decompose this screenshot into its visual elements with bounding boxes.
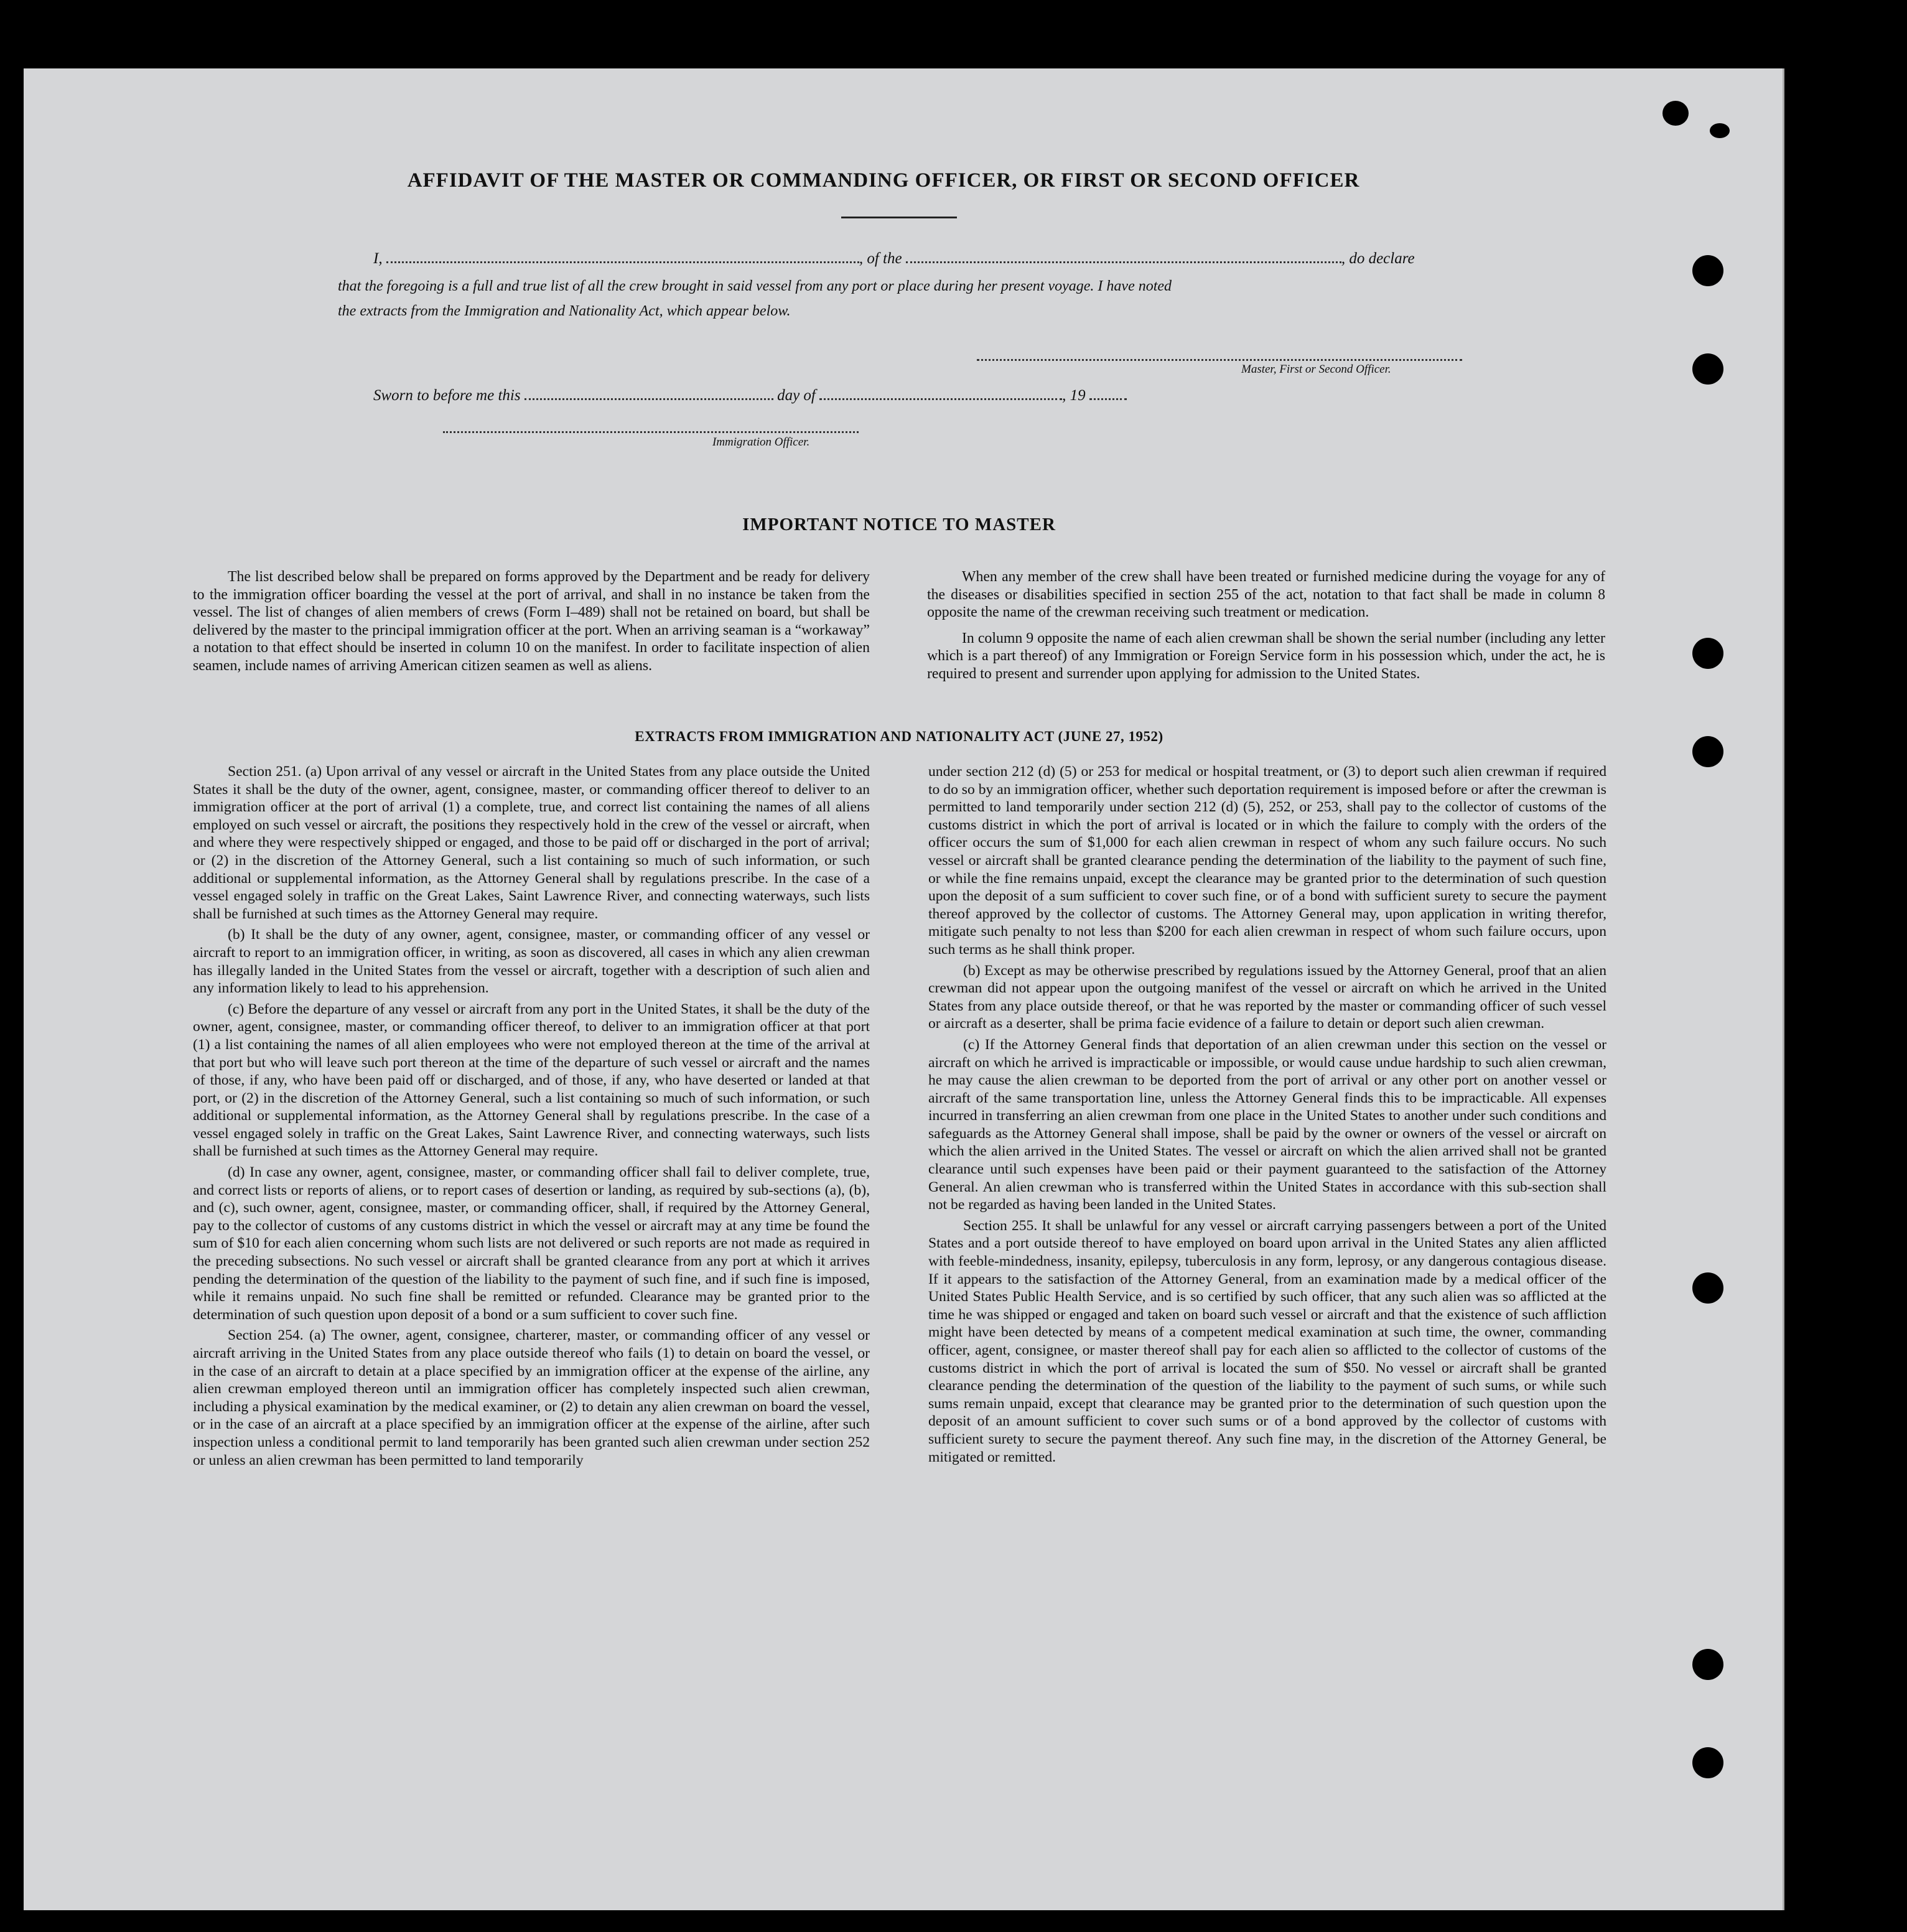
master-caption: Master, First or Second Officer. (1241, 363, 1391, 376)
sworn-date-field[interactable] (525, 385, 773, 400)
section-254-a-continued: under section 212 (d) (5) or 253 for medical or hospital treatment, or (3) to deport such alien crewman if required to do so by an immigration officer, whether such deportation requirement is imposed before or after the crewman is permitted to land temporarily under section 212 (d) (5), 252, or 253, shall pay to the collector of customs of the customs district in which the port of arrival is located or in which the failure to comply with the orders of the officer occurs the sum of $1,000 for each alien crewman in respect of whom any such failure occurs. No such vessel or aircraft shall be granted clearance pending the determination of the liability to the payment of such fine, or while the fine remains unpaid, except the clearance may be granted prior to the determination of such question upon the deposit of a sum sufficient to cover such fine, or of a bond with sufficient surety to secure the payment thereof approved by the collector of customs. The Attorney General may, upon application in writing therefor, mitigate such penalty to not less than $200 for each alien crewman in respect of whom such failure occurs, upon such terms as he shall think proper. (928, 763, 1606, 958)
punch-hole (1692, 1747, 1723, 1778)
declaration-text-line-1: that the foregoing is a full and true list of all the crew brought in said vessel from any port or place during her present voyage. I have noted (338, 278, 1172, 294)
punch-hole (1692, 1649, 1723, 1680)
master-signature-line[interactable] (977, 359, 1462, 361)
declaration-text (338, 274, 1458, 324)
notice-left-column (193, 568, 870, 683)
punch-hole (1692, 255, 1723, 286)
notice-right-paragraph-2: In column 9 opposite the name of each alien crewman shall be shown the serial number (including any letter which is a part thereof) of any Immigration or Foreign Service form in his possession which, under the act, he is required to present and surrender upon applying for admission to the United States. (927, 630, 1605, 682)
officer-signature-line[interactable] (443, 431, 859, 433)
punch-hole (1692, 353, 1723, 385)
notice-right-column (927, 568, 1605, 691)
section-251-a: Section 251. (a) Upon arrival of any vessel or aircraft in the United States from any place outside the United States it shall be the duty of the owner, agent, consignee, master, or commanding officer thereof to deliver to an immigration officer at the port of arrival (1) a complete, true, and correct list containing the names of all aliens employed on such vessel or aircraft, the positions they respectively hold in the crew of the vessel or aircraft, when and where they were respectively shipped or engaged, and those to be paid off or discharged in the port of arrival; or (2) in the discretion of the Attorney General, such a list containing so much of such information, or such additional or supplemental information, as the Attorney General shall by regulations prescribe. In the case of a vessel engaged solely in traffic on the Great Lakes, Saint Lawrence River, and connecting waterways, such lists shall be furnished at such times as the Attorney General may require. (193, 763, 870, 922)
officer-caption: Immigration Officer. (712, 436, 810, 449)
sworn-month-field[interactable] (819, 385, 1062, 400)
notice-left-paragraph: The list described below shall be prepared on forms approved by the Department and be ready for delivery to the immigration officer boarding the vessel at the port of arrival, and shall in no instance be taken from the vessel. The list of changes of alien members of crews (Form I–489) shall not be retained on board, but shall be delivered by the master to the principal immigration officer at the port. When an arriving seaman is a “workaway” a notation to that effect should be inserted in column 10 on the manifest. In order to facilitate inspection of alien seamen, include names of arriving American citizen seamen as well as aliens. (193, 569, 870, 674)
declaration-of-the: , of the (859, 250, 902, 267)
section-251-b: (b) It shall be the duty of any owner, agent, consignee, master, or commanding officer of any vessel or aircraft to report to an immigration officer, in writing, as soon as discovered, all cases in which any alien crewman has illegally landed in the United States from the vessel or aircraft, together with a description of such alien and any information likely to lead to his apprehension. (193, 926, 870, 997)
sworn-year-field[interactable] (1089, 385, 1127, 400)
affidavit-title: AFFIDAVIT OF THE MASTER OR COMMANDING OFFICER, OR FIRST OR SECOND OFFICER (407, 169, 1360, 192)
sworn-year: , 19 (1062, 387, 1086, 404)
section-254-a: Section 254. (a) The owner, agent, consignee, charterer, master, or commanding officer of any vessel or aircraft arriving in the United States from any place outside thereof who fails (1) to detain on board the vessel, or in the case of an aircraft to detain at a place specified by an immigration officer at the expense of the airline, any alien crewman employed thereon until an immigration officer has completely inspected such alien crewman, including a physical examination by the medical examiner, or (2) to detain any alien crewman on board the vessel, or in the case of an aircraft at a place specified by an immigration officer at the expense of the airline, after such inspection unless a conditional permit to land temporarily has been granted such alien crewman under section 252 or unless an alien crewman has been permitted to land temporarily (193, 1327, 870, 1468)
section-254-c: (c) If the Attorney General finds that deportation of an alien crewman under this section on the vessel or aircraft on which he arrived is impracticable or impossible, or would cause undue hardship to such alien crewman, he may cause the alien crewman to be deported from the port of arrival or any other port on another vessel or aircraft of the same transportation line, unless the Attorney General finds this to be impracticable. All expenses incurred in transferring an alien crewman from one place in the United States to another under such conditions and safeguards as the Attorney General shall impose, shall be paid by the owner or owners of the vessel or aircraft on which the alien arrived in the United States. The vessel or aircraft on which the alien arrived shall not be granted clearance until such expenses have been paid or their payment guaranteed to the satisfaction of the Attorney General. An alien crewman who is transferred within the United States in accordance with this sub-section shall not be regarded as having been landed in the United States. (928, 1036, 1606, 1213)
title-divider (841, 217, 957, 218)
declaration-do-declare: , do declare (1341, 250, 1415, 267)
vessel-field[interactable] (906, 248, 1341, 263)
ink-blot (1710, 123, 1730, 138)
name-field[interactable] (386, 248, 859, 263)
sworn-prefix: Sworn to before me this (373, 387, 521, 404)
notice-right-paragraph-1: When any member of the crew shall have been treated or furnished medicine during the voyage for any of the diseases or disabilities specified in section 255 of the act, notation to that fact shall be made in column 8 opposite the name of the crewman receiving such treatment or medication. (927, 569, 1605, 621)
extracts-left-column (193, 763, 870, 1472)
sworn-day-of: day of (777, 387, 816, 404)
punch-hole (1692, 638, 1723, 669)
extracts-title: EXTRACTS FROM IMMIGRATION AND NATIONALITY ACT (JUNE 27, 1952) (635, 729, 1163, 744)
declaration-text-line-2: the extracts from the Immigration and Nationality Act, which appear below. (338, 303, 791, 319)
sworn-line (373, 385, 1127, 404)
declaration-i: I, (373, 250, 383, 267)
notice-title: IMPORTANT NOTICE TO MASTER (742, 515, 1056, 534)
ink-blot (1662, 101, 1689, 126)
section-254-b: (b) Except as may be otherwise prescribed by regulations issued by the Attorney General, proof that an alien crewman did not appear upon the outgoing manifest of the vessel or aircraft on which he arrived in the United States from any place outside thereof, or that he was reported by the master or commanding officer of such vessel or aircraft as a deserter, shall be prima facie evidence of a failure to detain or deport such alien crewman. (928, 962, 1606, 1032)
section-251-d: (d) In case any owner, agent, consignee, master, or commanding officer shall fail to deliver complete, true, and correct lists or reports of aliens, or to report cases of desertion or landing, as required by sub-sections (a), (b), and (c), such owner, agent, consignee, master, or commanding officer, shall, if required by the Attorney General, pay to the collector of customs of any customs district in which the vessel or aircraft may at any time be found the sum of $10 for each alien concerning whom such lists are not delivered or such reports are not made as required in the preceding subsections. No such vessel or aircraft shall be granted clearance from any port at which it arrives pending the determination of the question of the liability to the payment of such fine, and if such fine is imposed, while it remains unpaid. No such fine shall be remitted or refunded. Clearance may be granted prior to the determination of such question upon deposit of a bond or a sum sufficient to cover such fine. (193, 1164, 870, 1323)
section-251-c: (c) Before the departure of any vessel or aircraft from any port in the United States, it shall be the duty of the owner, agent, consignee, master, or commanding officer thereof, to deliver to an immigration officer at that port (1) a list containing the names of all alien employees who were not employed thereon at the time of the arrival at that port but who will leave such port thereon at the time of the departure of such vessel or aircraft and the names of those, if any, who have been paid off or discharged, and of those, if any, who have deserted or landed at that port, or (2) in the discretion of the Attorney General, such a list containing so much of such information, or such additional or supplemental information, as the Attorney General shall by regulations prescribe. In the case of a vessel engaged solely in traffic on the Great Lakes, Saint Lawrence River, and connecting waterways, such lists shall be furnished at such times as the Attorney General may require. (193, 1001, 870, 1160)
section-255: Section 255. It shall be unlawful for any vessel or aircraft carrying passengers between a port of the United States and a port outside thereof to have employed on board upon arrival in the United States any alien afflicted with feeble-mindedness, insanity, epilepsy, tuberculosis in any form, leprosy, or any dangerous contagious disease. If it appears to the satisfaction of the Attorney General, from an examination made by a medical officer of the United States Public Health Service, and is so certified by such officer, that any such alien was so afflicted at the time he was shipped or engaged and taken on board such vessel or aircraft and that the existence of such affliction might have been detected by means of a competent medical examination at such time, the owner, commanding officer, agent, consignee, or master thereof shall pay for each alien so afflicted to the collector of customs of the customs district in which the port of arrival is located the sum of $50. No vessel or aircraft shall be granted clearance pending the determination of the question of the liability to the payment of such sums, or while such sums remain unpaid, except that clearance may be granted prior to the determination of such question upon the deposit of an amount sufficient to cover such sums or of a bond approved by the collector of customs with sufficient surety to secure the payment thereof. Any such fine may, in the discretion of the Attorney General, be mitigated or remitted. (928, 1217, 1606, 1465)
punch-hole (1692, 1272, 1723, 1304)
extracts-right-column (928, 763, 1606, 1469)
declaration-line (373, 248, 1415, 268)
punch-hole (1692, 736, 1723, 767)
